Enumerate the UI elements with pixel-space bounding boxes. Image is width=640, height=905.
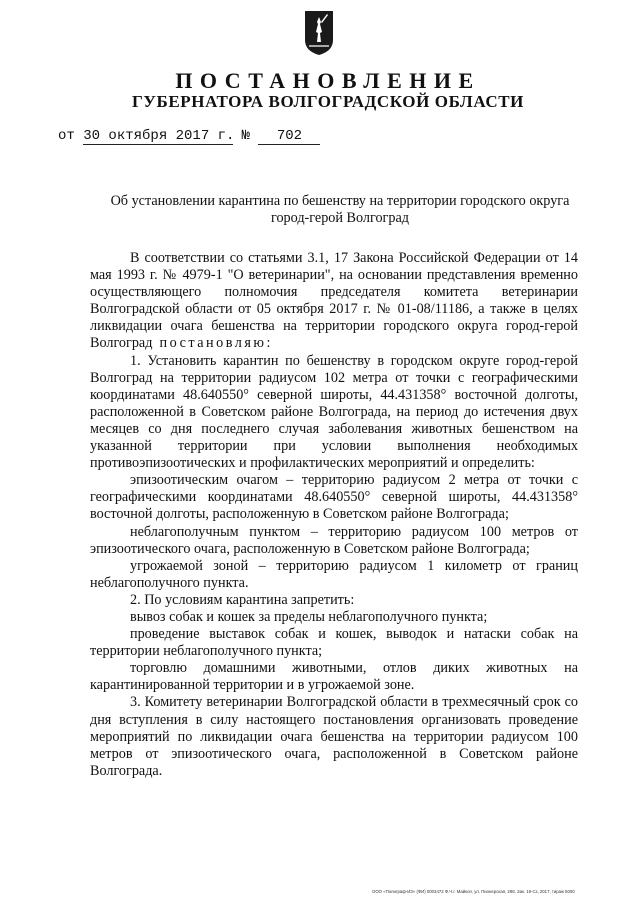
document-type-title: ПОСТАНОВЛЕНИЕ [175,68,481,93]
clause-2-export-ban: вывоз собак и кошек за пределы неблагополучного пункта; [130,608,488,625]
document-number: 702 [258,128,320,145]
clause-1-unfavorable-point: неблагополучным пунктом – территорию радиусом 100 метров от эпизоотического очага, расположенную в Советском районе Волгограда; [90,523,578,557]
document-subject: Об установлении карантина по бешенству на территории городского округа город-герой Волгоград [110,193,570,226]
issuer-title: ГУБЕРНАТОРА ВОЛГОГРАДСКОЙ ОБЛАСТИ [132,92,524,111]
preamble-text: В соответствии со статьями 3.1, 17 Закона Российской Федерации от 14 мая 1993 г. № 4979-1 "О ветеринарии", на основании представления временно осуществляющего полномочия председателя комитета ветеринарии Волгоградской области от 05 октября 2017 г. № 01-08/11186, а также в целях ликвидации очага бешенства на территории городского округа город-герой Волгоград [90,250,578,352]
document-date: 30 октября 2017 г. [83,128,235,144]
clause-1-threatened-zone: угрожаемой зоной – территорию радиусом 1 километр от границ неблагополучного пункта. [90,557,578,591]
dateline [58,128,320,145]
decree-word: постановляю: [159,335,273,352]
date-from-label: от [58,128,75,144]
print-imprint: ООО «Полиграф-ИЗ» (ФИ) 0003472 Ф.Ч.г. Майкоп, ул. Пионерская, 288. Зак. 19-Сз, 2017, тираж 5000 [372,889,575,894]
document-body [90,250,578,780]
number-sign-label: № [241,128,251,144]
clause-1-epizootic-focus: эпизоотическим очагом – территорию радиусом 2 метра от точки с географическими координатами 48.640550° северной широты, 44.431358° восточной долготы, расположенную в Советском районе Волгограда; [90,472,578,523]
clause-2: 2. По условиям карантина запретить: [130,591,355,608]
volgograd-coat-of-arms-icon [303,10,335,56]
clause-2-trade-ban: торговлю домашними животными, отлов диких животных на карантинированной территории и в угрожаемой зоне. [90,660,578,694]
preamble-paragraph [90,250,578,353]
clause-1: 1. Установить карантин по бешенству в городском округе город-герой Волгоград на территории радиусом 102 метра от точки с географическими координатами 48.640550° северной широты, 44.431358° восточной долготы, расположенной в Советском районе Волгограда, на период до истечения двух месяцев со дня последнего случая заболевания животных бешенством на указанной территории при условии выполнения необходимых противоэпизоотических и профилактических мероприятий и определить: [90,352,578,472]
clause-2-exhibition-ban: проведение выставок собак и кошек, выводок и натаски собак на территории неблагополучного пункта; [90,626,578,660]
clause-3: 3. Комитету ветеринарии Волгоградской области в трехмесячный срок со дня вступления в силу настоящего постановления организовать проведение мероприятий по ликвидации очага бешенства на территории радиусом 100 метров от эпизоотического очага, расположенной в Советском районе Волгограда. [90,694,578,779]
